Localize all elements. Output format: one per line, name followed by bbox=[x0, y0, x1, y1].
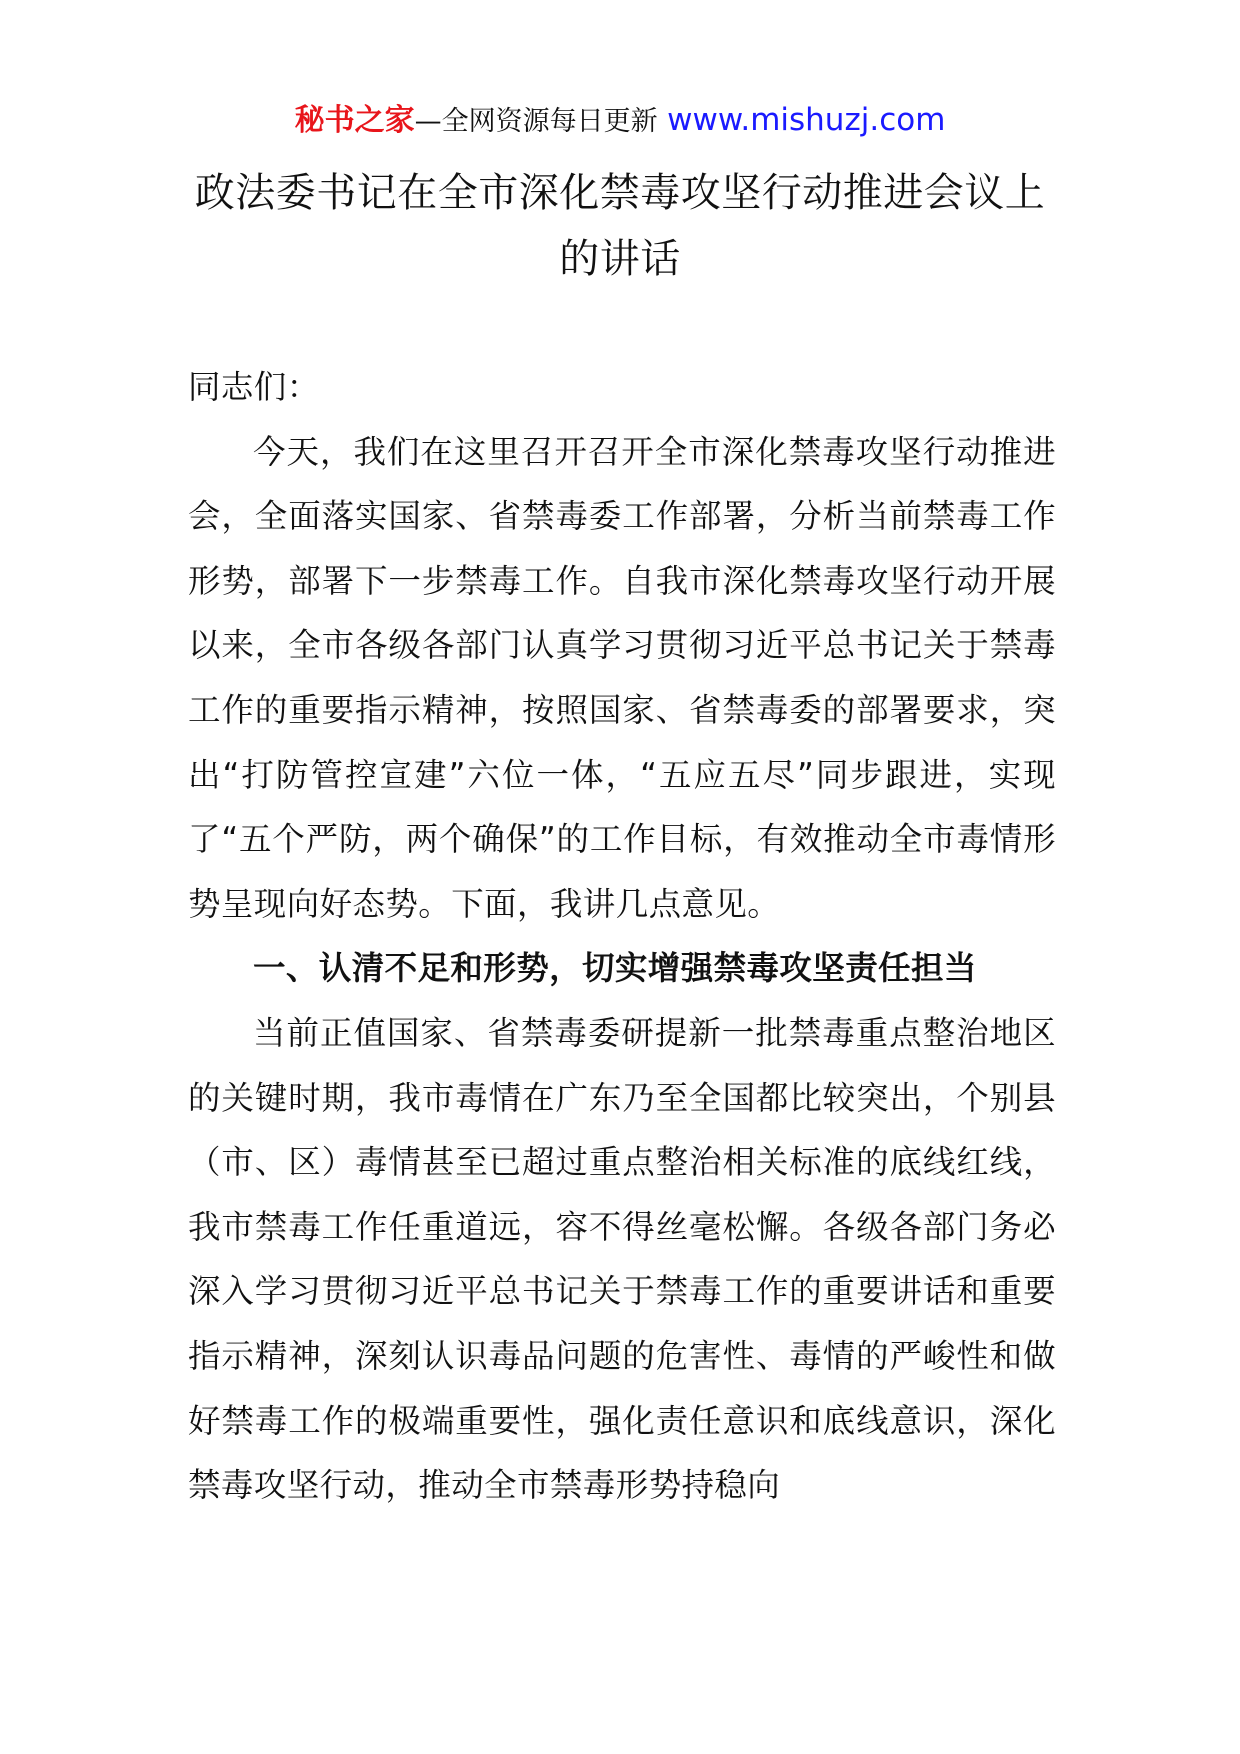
brand-tagline: —全网资源每日更新 bbox=[414, 106, 658, 137]
section-heading: 一、认清不足和形势，切实增强禁毒攻坚责任担当 bbox=[253, 949, 977, 988]
salutation: 同志们： bbox=[188, 368, 320, 406]
section-paragraph: 当前正值国家、省禁毒委研提新一批禁毒重点整治地区的关键时期，我市毒情在广东乃至全国都比较突出，个别县（市、区）毒情甚至已超过重点整治相关标准的底线红线，我市禁毒工作任重道远，容不得丝毫松懈。各级各部门务必深入学习贯彻习近平总书记关于禁毒工作的重要讲话和重要指示精神，深刻认识毒品问题的危害性、毒情的严峻性和做好禁毒工作的极端重要性，强化责任意识和底线意识，深化禁毒攻坚行动，推动全市禁毒形势持稳向 bbox=[188, 1013, 1056, 1505]
brand-name: 秘书之家 bbox=[294, 103, 415, 138]
intro-paragraph: 今天，我们在这里召开召开全市深化禁毒攻坚行动推进会，全面落实国家、省禁毒委工作部署，分析当前禁毒工作形势，部署下一步禁毒工作。自我市深化禁毒攻坚行动开展以来，全市各级各部门认真学习贯彻习近平总书记关于禁毒工作的重要指示精神，按照国家、省禁毒委的部署要求，突出“打防管控宣建”六位一体，“五应五尽”同步跟进，实现了“五个严防，两个确保”的工作目标，有效推动全市毒情形势呈现向好态势。下面，我讲几点意见。 bbox=[188, 432, 1056, 923]
document-body bbox=[188, 355, 1056, 1518]
site-header-banner bbox=[0, 100, 1240, 142]
brand-url-link[interactable]: www.mishuzj.com bbox=[667, 102, 946, 138]
document-title: 政法委书记在全市深化禁毒攻坚行动推进会议上的讲话 bbox=[194, 170, 1046, 282]
